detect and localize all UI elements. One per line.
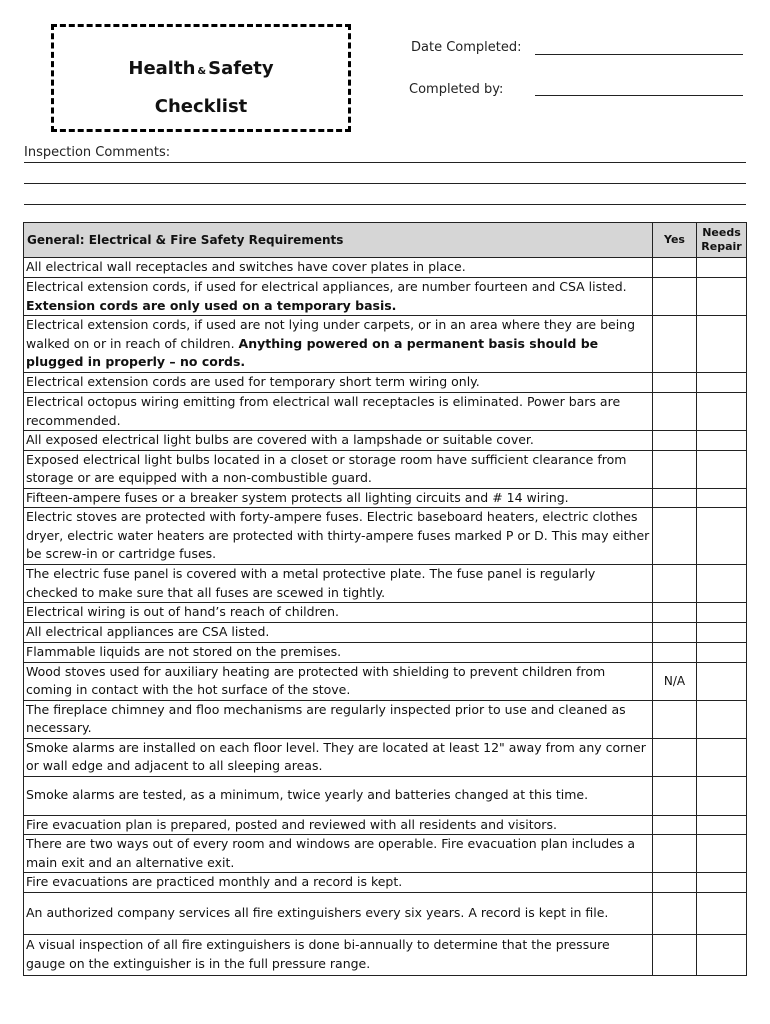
comments-line[interactable] — [24, 204, 746, 205]
needs-repair-cell[interactable] — [697, 393, 747, 431]
requirement-cell — [24, 258, 653, 278]
table-row — [24, 892, 747, 934]
requirement-cell — [24, 393, 653, 431]
requirement-text: Fire evacuation plan is prepared, posted and reviewed with all residents and visitors. — [26, 816, 557, 832]
document-title — [54, 58, 348, 79]
requirement-text: All electrical appliances are CSA listed. — [26, 623, 270, 639]
needs-repair-cell[interactable] — [697, 431, 747, 451]
needs-repair-cell[interactable] — [697, 565, 747, 603]
yes-cell[interactable] — [653, 373, 697, 393]
needs-repair-cell[interactable] — [697, 662, 747, 700]
title-word-health: Health — [128, 58, 196, 79]
title-word-safety: Safety — [208, 58, 274, 79]
yes-cell[interactable]: N/A — [653, 662, 697, 700]
yes-cell[interactable] — [653, 565, 697, 603]
requirement-cell — [24, 700, 653, 738]
table-row — [24, 393, 747, 431]
table-row — [24, 622, 747, 642]
needs-repair-cell[interactable] — [697, 450, 747, 488]
requirement-text: Smoke alarms are tested, as a minimum, twice yearly and batteries changed at this time. — [26, 787, 589, 803]
requirement-text: There are two ways out of every room and windows are operable. Fire evacuation plan includes a main exit and an alternative exit. — [26, 836, 636, 870]
requirement-text: Exposed electrical light bulbs located in a closet or storage room have sufficient clearance from storage or are equipped with a non-combustible guard. — [26, 451, 627, 485]
title-box — [51, 24, 351, 132]
requirement-text: Electrical extension cords are used for temporary short term wiring only. — [26, 374, 480, 390]
requirement-text: An authorized company services all fire extinguishers every six years. A record is kept in file. — [26, 904, 609, 920]
table-row — [24, 431, 747, 451]
table-row — [24, 700, 747, 738]
table-row — [24, 488, 747, 508]
requirement-cell — [24, 622, 653, 642]
requirement-column-header: General: Electrical & Fire Safety Requirements — [24, 223, 653, 258]
yes-cell[interactable] — [653, 873, 697, 893]
requirement-text: Electrical extension cords, if used are not lying under carpets, or in an area where they are being walked on or in reach of children. — [26, 317, 636, 351]
yes-cell[interactable] — [653, 934, 697, 975]
needs-repair-cell[interactable] — [697, 776, 747, 815]
yes-cell[interactable] — [653, 431, 697, 451]
needs-repair-cell[interactable] — [697, 873, 747, 893]
table-row — [24, 603, 747, 623]
requirement-text: All electrical wall receptacles and switches have cover plates in place. — [26, 259, 466, 275]
requirement-cell — [24, 776, 653, 815]
requirement-text: Wood stoves used for auxiliary heating are protected with shielding to prevent children from coming in contact with the hot surface of the stove. — [26, 663, 606, 697]
table-row — [24, 450, 747, 488]
requirement-cell — [24, 934, 653, 975]
requirement-cell — [24, 642, 653, 662]
needs-repair-cell[interactable] — [697, 316, 747, 373]
table-row — [24, 873, 747, 893]
needs-repair-column-header — [697, 223, 747, 258]
needs-repair-cell[interactable] — [697, 934, 747, 975]
yes-cell[interactable] — [653, 835, 697, 873]
requirement-cell — [24, 603, 653, 623]
needs-repair-cell[interactable] — [697, 488, 747, 508]
requirement-cell — [24, 892, 653, 934]
document-subtitle: Checklist — [154, 96, 248, 117]
needs-repair-cell[interactable] — [697, 642, 747, 662]
yes-cell[interactable] — [653, 450, 697, 488]
needs-repair-cell[interactable] — [697, 622, 747, 642]
date-completed-field[interactable] — [535, 54, 743, 55]
title-ampersand: & — [197, 66, 207, 77]
needs-repair-header-line2: Repair — [701, 240, 742, 253]
needs-repair-cell[interactable] — [697, 738, 747, 776]
requirement-text: Fifteen-ampere fuses or a breaker system protects all lighting circuits and # 14 wiring. — [26, 489, 569, 505]
completed-by-field[interactable] — [535, 95, 743, 96]
table-row — [24, 278, 747, 316]
table-row — [24, 835, 747, 873]
yes-cell[interactable] — [653, 700, 697, 738]
requirement-cell — [24, 488, 653, 508]
requirement-text: Flammable liquids are not stored on the premises. — [26, 643, 342, 659]
date-completed-label: Date Completed: — [411, 40, 522, 55]
table-row — [24, 508, 747, 565]
requirement-text: The fireplace chimney and floo mechanisms are regularly inspected prior to use and cleaned as necessary. — [26, 701, 626, 735]
requirement-bold-text: Anything powered on a permanent basis should be plugged in properly – no cords. — [26, 335, 599, 370]
checklist-table — [23, 222, 747, 976]
requirement-text: Electrical wiring is out of hand’s reach of children. — [26, 604, 340, 619]
yes-cell[interactable] — [653, 892, 697, 934]
requirement-text: Fire evacuations are practiced monthly and a record is kept. — [26, 874, 403, 889]
requirement-cell — [24, 815, 653, 835]
yes-cell[interactable] — [653, 316, 697, 373]
yes-cell[interactable] — [653, 258, 697, 278]
table-row — [24, 258, 747, 278]
needs-repair-cell[interactable] — [697, 815, 747, 835]
yes-cell[interactable] — [653, 776, 697, 815]
requirement-cell — [24, 431, 653, 451]
requirement-text: A visual inspection of all fire extinguishers is done bi-annually to determine that the pressure gauge on the extinguisher is in the full pressure range. — [26, 937, 610, 971]
needs-repair-cell[interactable] — [697, 835, 747, 873]
table-header-row — [24, 223, 747, 258]
table-row — [24, 934, 747, 975]
yes-cell[interactable] — [653, 508, 697, 565]
requirement-cell — [24, 565, 653, 603]
table-row — [24, 373, 747, 393]
needs-repair-cell[interactable] — [697, 892, 747, 934]
requirement-text: Electrical octopus wiring emitting from electrical wall receptacles is eliminated. Power bars are recommended. — [26, 394, 621, 428]
needs-repair-cell[interactable] — [697, 278, 747, 316]
yes-cell[interactable] — [653, 738, 697, 776]
table-row — [24, 815, 747, 835]
yes-cell[interactable] — [653, 278, 697, 316]
yes-column-header: Yes — [653, 223, 697, 258]
requirement-cell — [24, 835, 653, 873]
requirement-text: Electrical extension cords, if used for electrical appliances, are number fourteen and CSA listed. — [26, 279, 627, 294]
requirement-cell — [24, 873, 653, 893]
requirement-cell — [24, 316, 653, 373]
yes-cell[interactable] — [653, 642, 697, 662]
completed-by-label: Completed by: — [409, 82, 504, 97]
table-row — [24, 642, 747, 662]
requirement-cell — [24, 278, 653, 316]
table-row — [24, 662, 747, 700]
yes-cell[interactable] — [653, 603, 697, 623]
requirement-bold-text: Extension cords are only used on a temporary basis. — [26, 297, 397, 313]
requirement-cell — [24, 373, 653, 393]
needs-repair-header-line1: Needs — [702, 226, 741, 239]
requirement-cell — [24, 450, 653, 488]
yes-cell[interactable] — [653, 622, 697, 642]
needs-repair-cell[interactable] — [697, 373, 747, 393]
requirement-cell — [24, 662, 653, 700]
needs-repair-cell[interactable] — [697, 700, 747, 738]
requirement-text: Electric stoves are protected with forty-ampere fuses. Electric baseboard heaters, electric clothes dryer, electric water heaters are protected with thirty-ampere fuses marked P or D. This may either be screw-in or cartridge fuses. — [26, 509, 650, 562]
requirement-text: The electric fuse panel is covered with a metal protective plate. The fuse panel is regularly checked to make sure that all fuses are scewed in tightly. — [26, 566, 596, 600]
needs-repair-cell[interactable] — [697, 603, 747, 623]
requirement-cell — [24, 738, 653, 776]
requirement-text: All exposed electrical light bulbs are covered with a lampshade or suitable cover. — [26, 432, 534, 447]
table-row — [24, 316, 747, 373]
table-row — [24, 738, 747, 776]
comments-line[interactable] — [24, 162, 746, 163]
needs-repair-cell[interactable] — [697, 258, 747, 278]
comments-line[interactable] — [24, 183, 746, 184]
inspection-comments-label: Inspection Comments: — [24, 145, 171, 160]
requirement-text: Smoke alarms are installed on each floor level. They are located at least 12" away from any corner or wall edge and adjacent to all sleeping areas. — [26, 739, 646, 773]
yes-cell[interactable] — [653, 393, 697, 431]
table-row — [24, 776, 747, 815]
table-row — [24, 565, 747, 603]
yes-cell[interactable] — [653, 815, 697, 835]
needs-repair-cell[interactable] — [697, 508, 747, 565]
requirement-cell — [24, 508, 653, 565]
yes-cell[interactable] — [653, 488, 697, 508]
